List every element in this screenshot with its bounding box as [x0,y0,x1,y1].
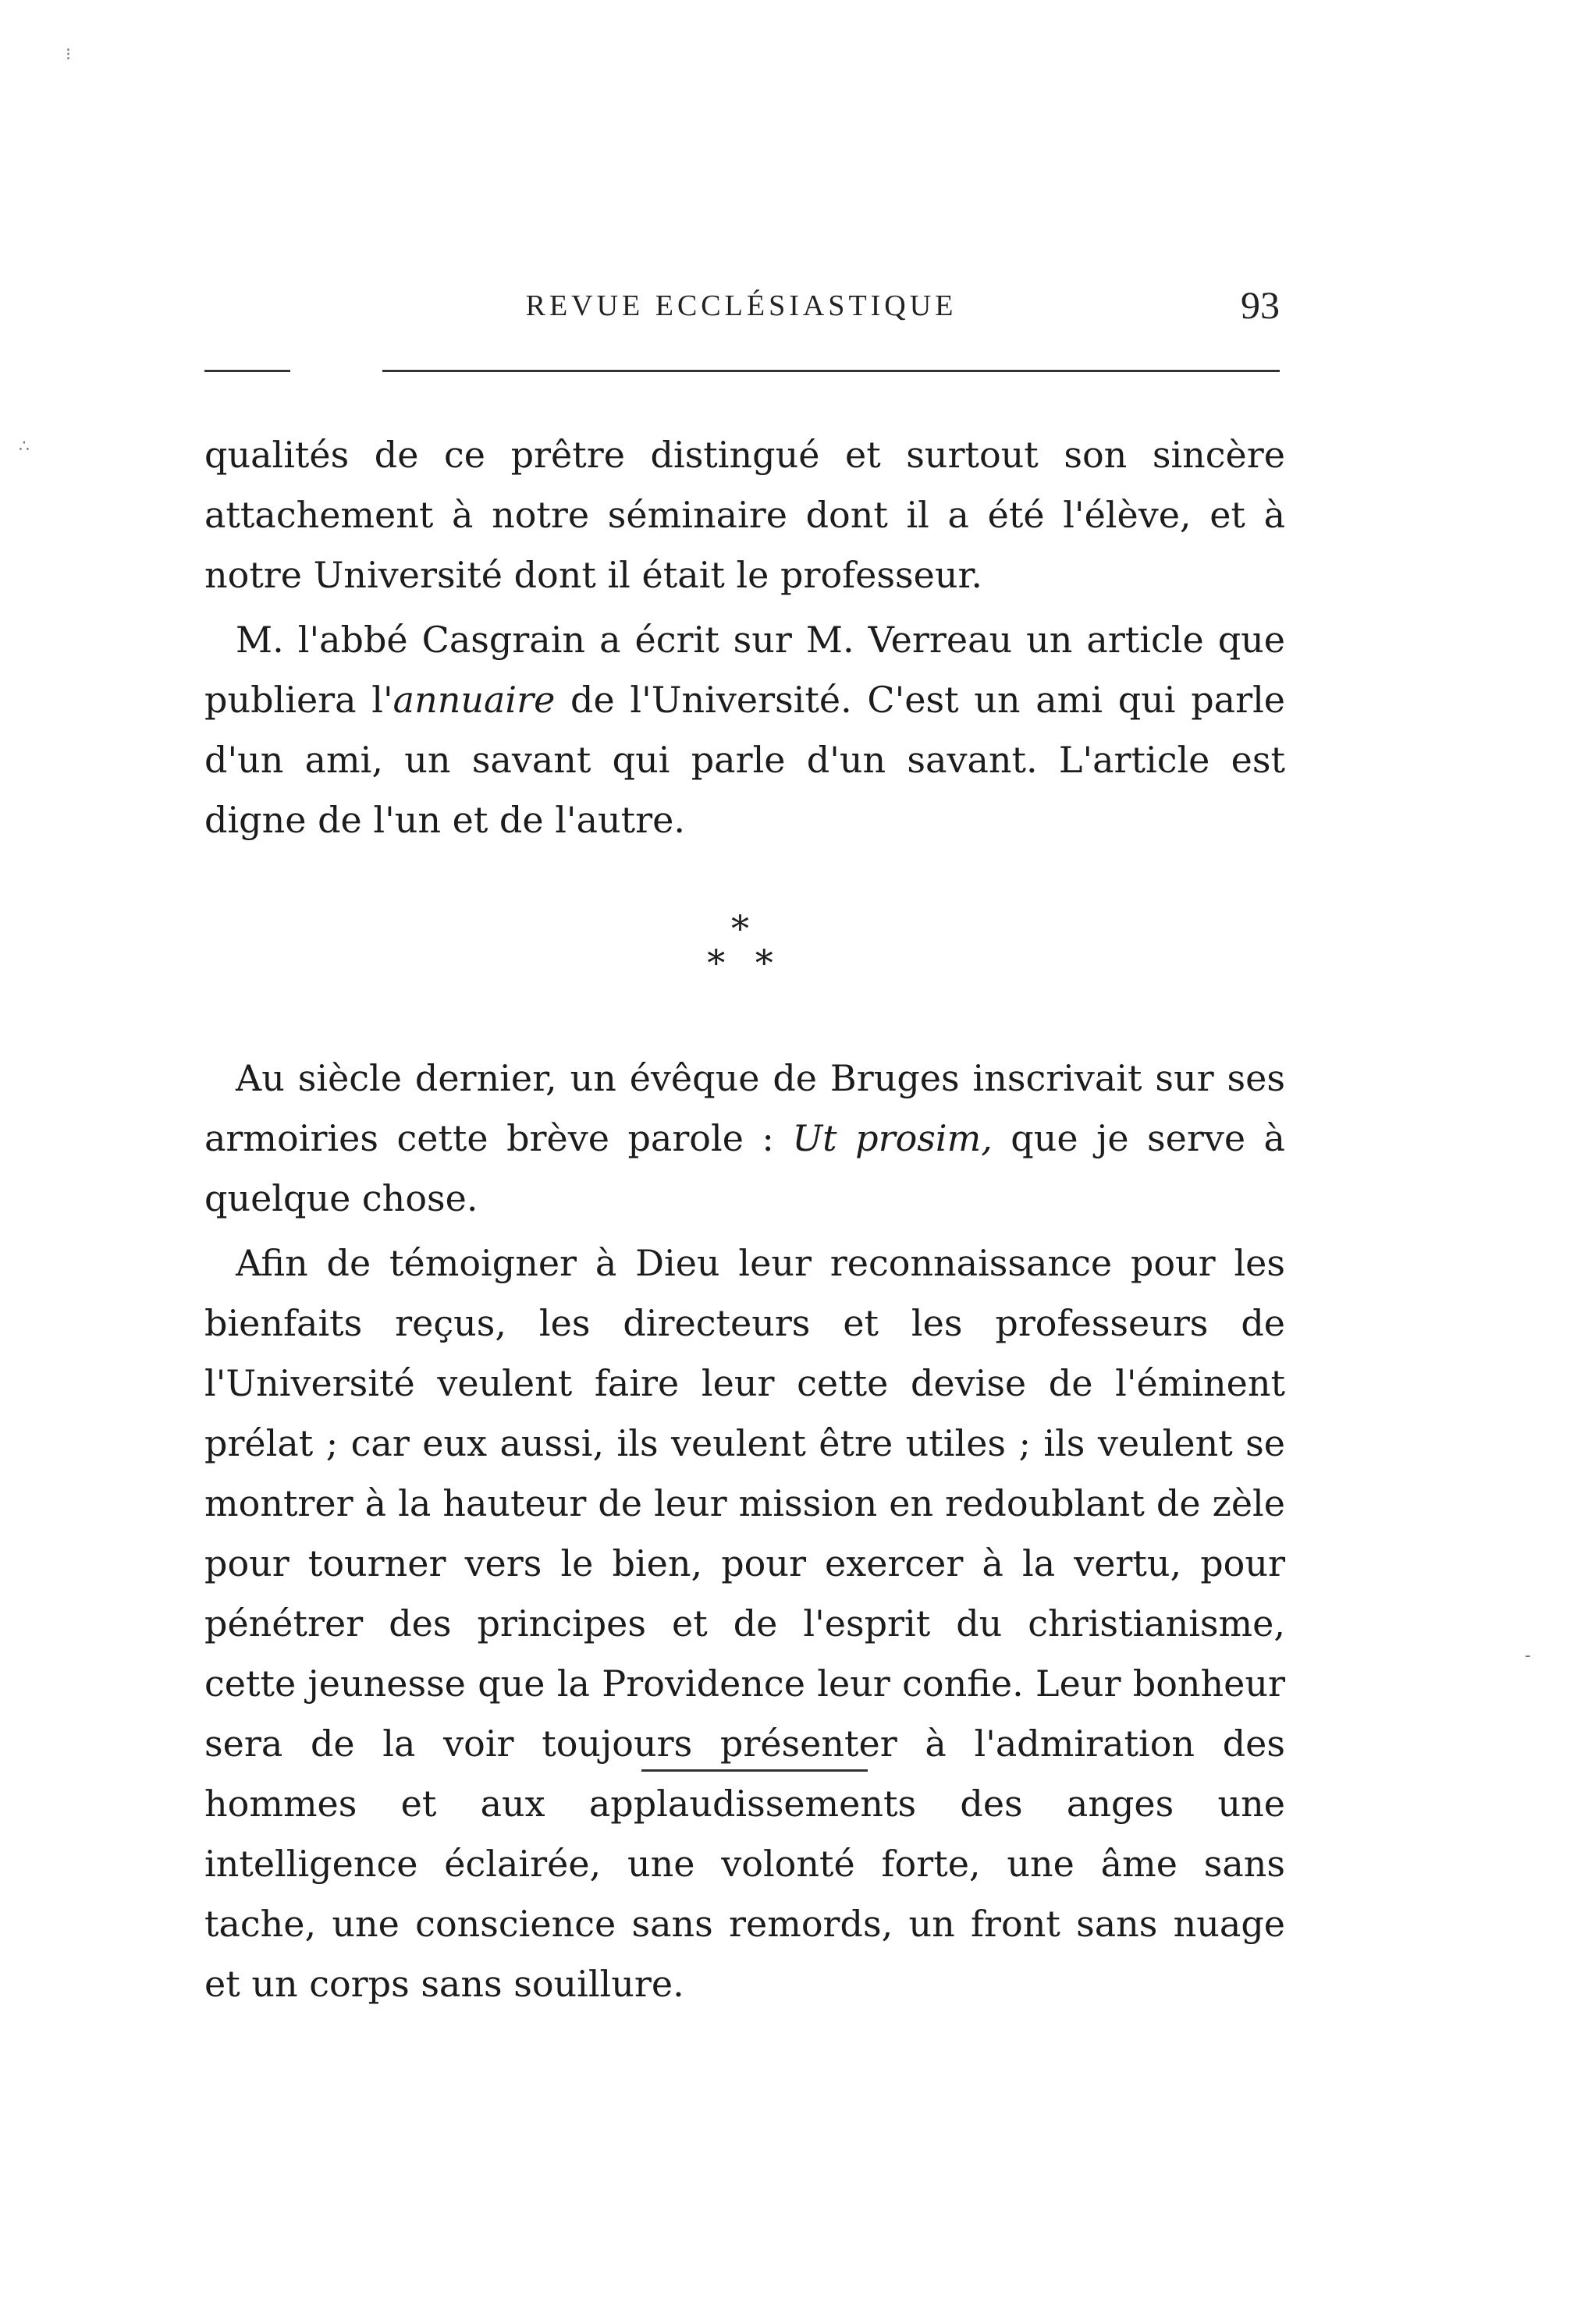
margin-speck: ∴ [19,437,30,456]
paragraph-text: M. l'abbé Casgrain a écrit sur M. Verreau un article que publiera l' [204,619,1285,721]
paragraph-text: que je serve à quelque chose. [204,1117,1285,1219]
italic-ut-prosim: Ut prosim, [792,1117,993,1159]
paragraph-continuation: qualités de ce prêtre distingué et surtout son sincère attachement à notre séminaire dont il a été l'élève, et à notre Université dont il était le professeur. [204,434,1285,596]
asterism-bottom: * * [707,942,783,984]
running-title: REVUE ECCLÉSIASTIQUE [525,289,957,322]
body-text [204,425,1285,2014]
page-number: 93 [1241,283,1280,327]
margin-speck: - [1525,1646,1531,1666]
paragraph-university-devise: Afin de témoigner à Dieu leur reconnaissance pour les bienfaits reçus, les directeurs et les professeurs de l'Université veulent faire leur cette devise de l'éminent prélat ; car eux aussi, ils veulent être utiles ; ils veulent se montrer à la hauteur de leur mission en redoublant de zèle pour tourner vers le bien, pour exercer à la vertu, pour pénétrer des principes et de l'esprit du christianisme, cette jeunesse que la Providence leur confie. Leur bonheur sera de la voir toujours présenter à l'admiration des hommes et aux applaudissements des anges une intelligence éclairée, une volonté forte, une âme sans tache, une conscience sans remords, un front sans nuage et un corps sans souillure. [204,1242,1285,2005]
asterism-separator [204,907,1285,984]
paragraph-casgrain-article [204,610,1285,850]
page-header [203,282,1280,329]
asterism-top: * [731,907,758,949]
paragraph-bruges-bishop [204,1048,1285,1229]
italic-annuaire: annuaire [392,679,556,721]
margin-speck: ⁝ [66,45,71,65]
paragraph-text: Au siècle dernier, un évêque de Bruges inscrivait sur ses armoiries cette brève parole : [204,1057,1285,1159]
header-rule-right [382,370,1280,372]
header-rule-left [204,370,290,372]
paragraph-text: de l'Université. C'est un ami qui parle d'un ami, un savant qui parle d'un savant. L'article est digne de l'un et de l'autre. [204,679,1286,841]
closing-rule [641,1769,868,1772]
